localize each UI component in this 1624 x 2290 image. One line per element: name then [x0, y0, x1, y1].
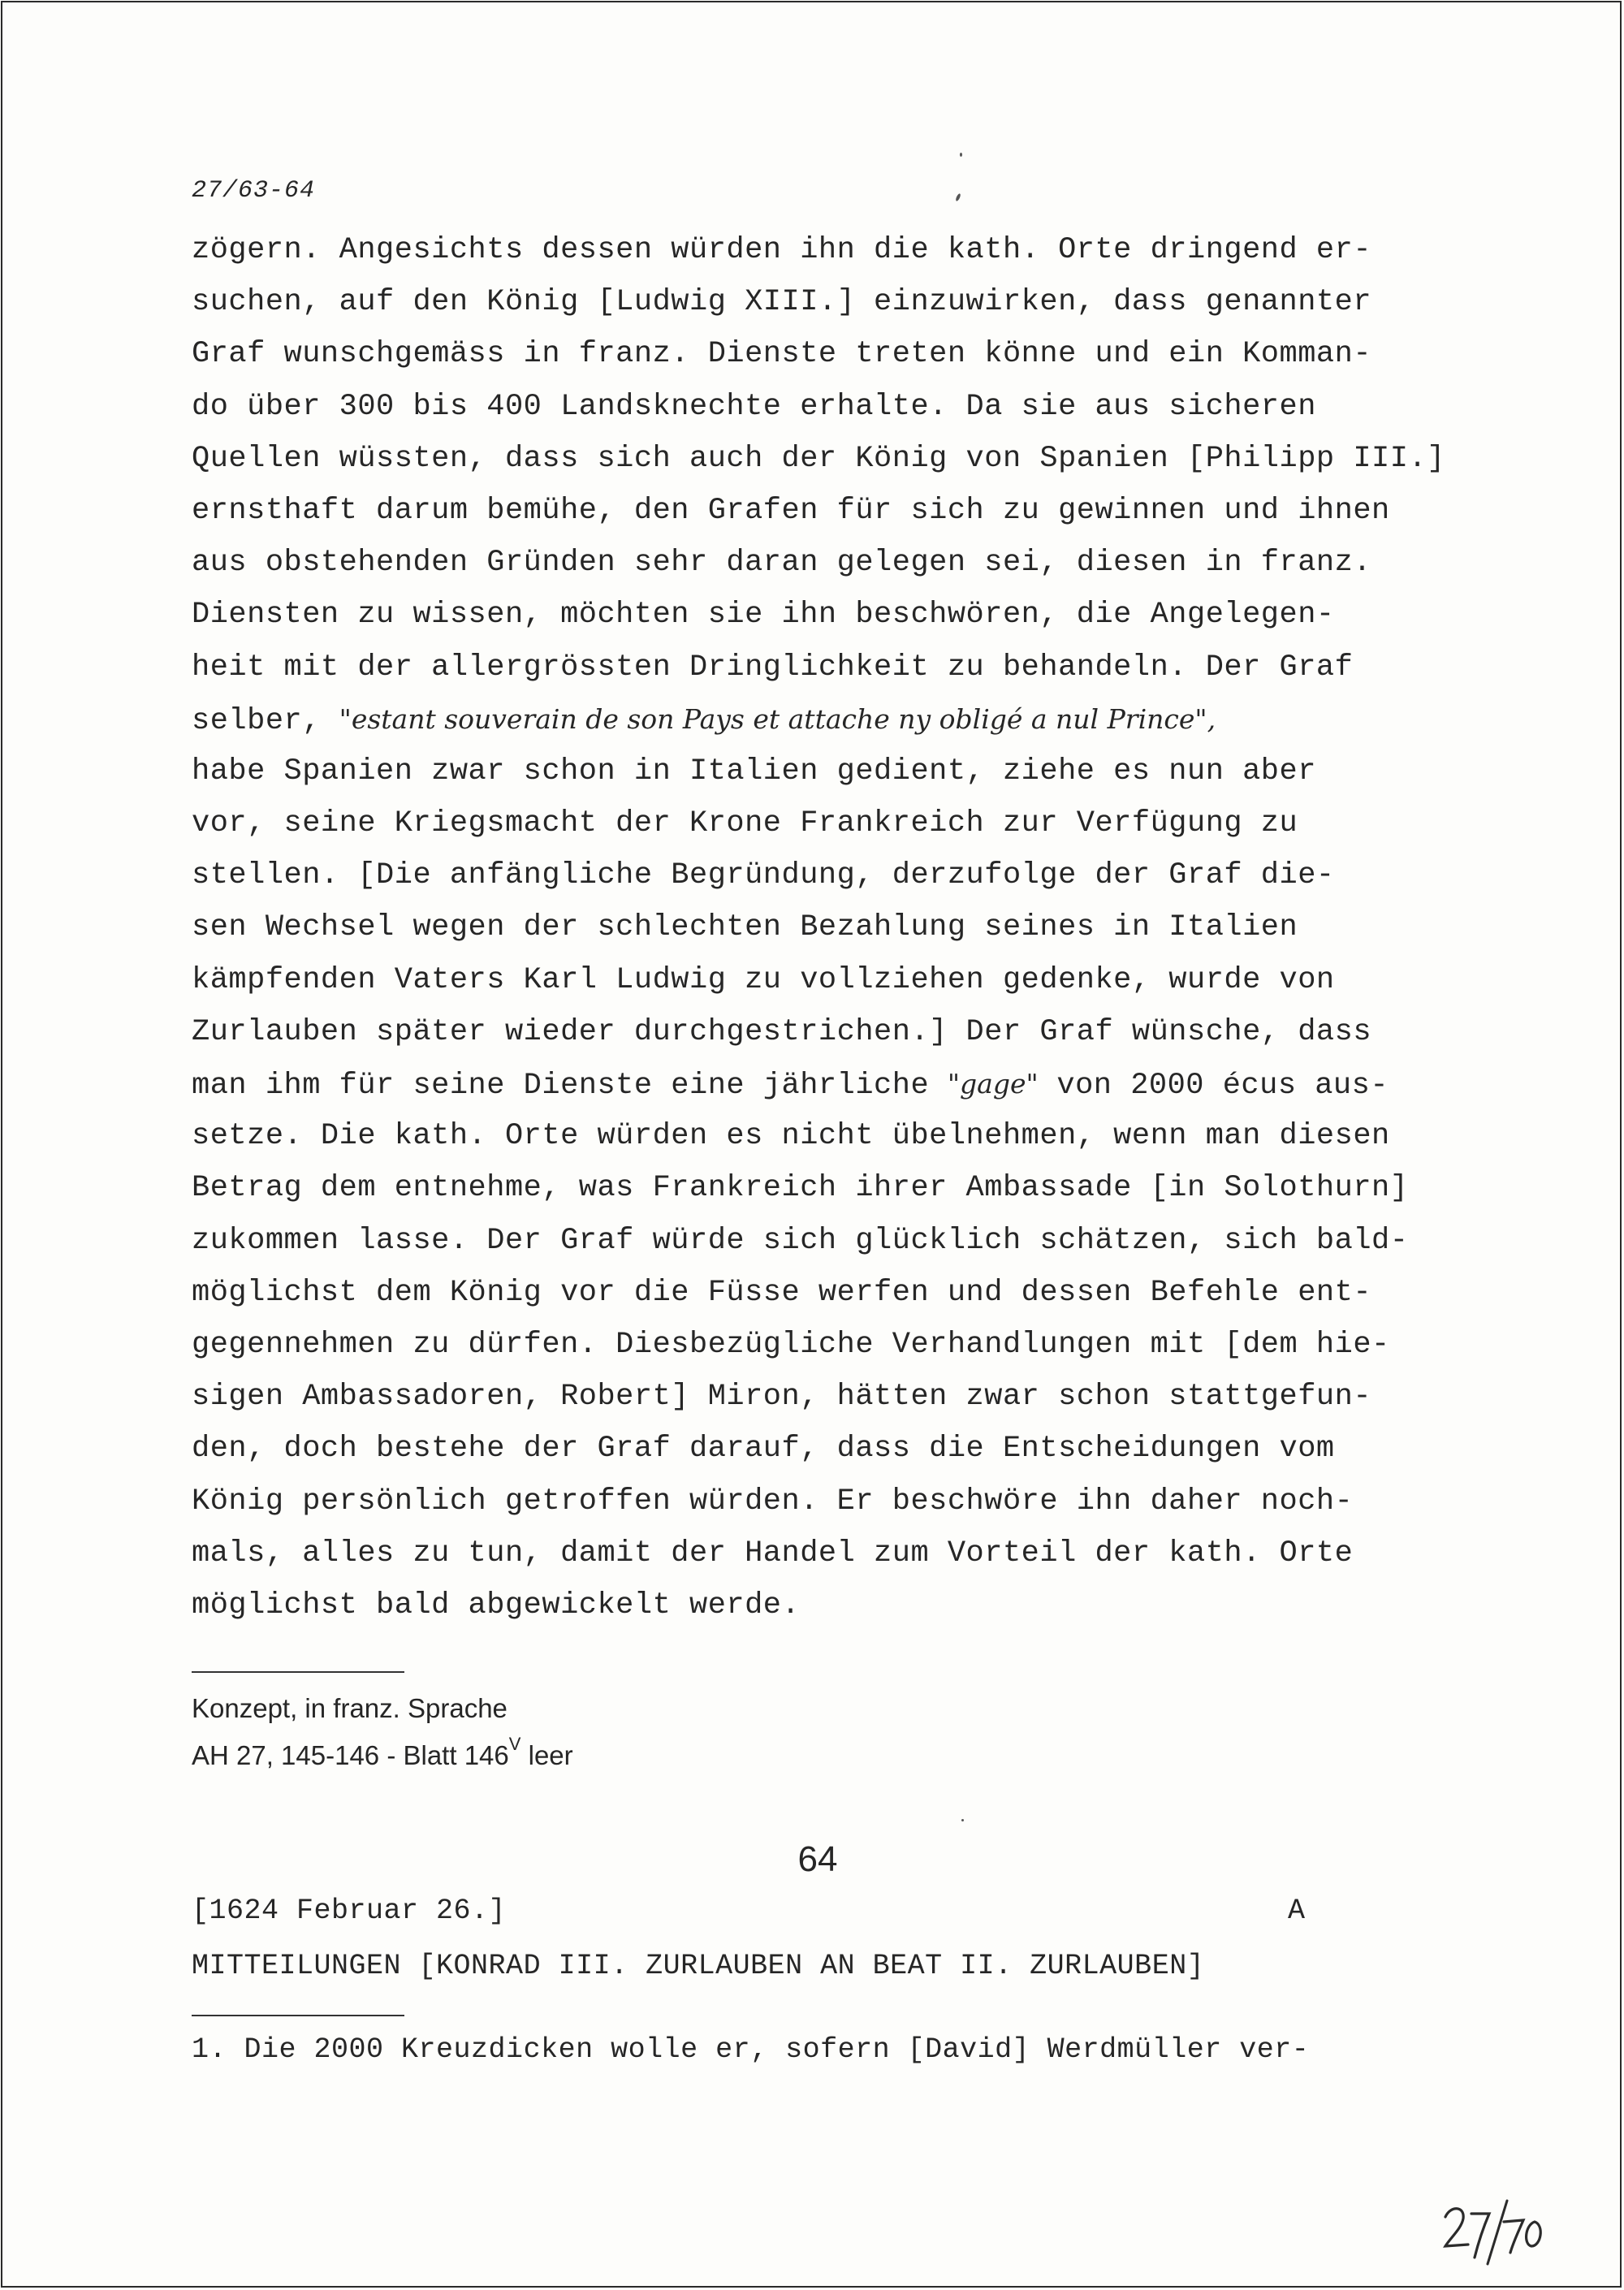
text-line: König persönlich getroffen würden. Er beschwöre ihn daher noch-: [192, 1484, 1354, 1519]
text-line: do über 300 bis 400 Landsknechte erhalte. Da sie aus sicheren: [192, 389, 1316, 424]
text-line: gegennehmen zu dürfen. Diesbezügliche Verhandlungen mit [dem hie-: [192, 1327, 1390, 1362]
text-line: aus obstehenden Gründen sehr daran gelegen sei, diesen in franz.: [192, 546, 1372, 581]
text-line: möglichst dem König vor die Füsse werfen und dessen Befehle ent-: [192, 1275, 1372, 1310]
text-line: den, doch bestehe der Graf darauf, dass die Entscheidungen vom: [192, 1432, 1335, 1467]
document-number: 64: [797, 1839, 838, 1879]
scan-speck: [961, 1819, 964, 1821]
text-line: sigen Ambassadoren, Robert] Miron, hätten zwar schon stattgefun-: [192, 1380, 1372, 1415]
source-notes: [192, 1691, 573, 1770]
text-line: habe Spanien zwar schon in Italien gedient, ziehe es nun aber: [192, 754, 1316, 789]
gage-line: [192, 1058, 1507, 1110]
note-status: leer: [520, 1740, 573, 1770]
text-line: mals, alles zu tun, damit der Handel zum Vorteil der kath. Orte: [192, 1536, 1354, 1571]
quote-line: [192, 693, 1507, 745]
text-line: Graf wunschgemäss in franz. Dienste treten könne und ein Komman-: [192, 337, 1372, 372]
text-line: Quellen wüssten, dass sich auch der König von Spanien [Philipp III.]: [192, 441, 1445, 476]
text-line: suchen, auf den König [Ludwig XIII.] einzuwirken, dass genannter: [192, 285, 1372, 320]
body-text: [192, 224, 1507, 1631]
text-line: Diensten zu wissen, möchten sie ihn beschwören, die Angelegen-: [192, 598, 1335, 633]
text-line: stellen. [Die anfängliche Begründung, derzufolge der Graf die-: [192, 858, 1335, 893]
handwritten-folio-number: [1439, 2193, 1553, 2266]
scan-speck: [960, 153, 962, 157]
text-line: kämpfenden Vaters Karl Ludwig zu vollziehen gedenke, wurde von: [192, 962, 1335, 997]
text-line: zögern. Angesichts dessen würden ihn die kath. Orte dringend er-: [192, 233, 1372, 267]
text-line: zukommen lasse. Der Graf würde sich glücklich schätzen, sich bald-: [192, 1223, 1409, 1258]
document-marker: A: [1288, 1895, 1306, 1927]
title-divider: [192, 2015, 404, 2016]
list-item: 1. Die 2000 Kreuzdicken wolle er, sofern [David] Werdmüller ver-: [192, 2033, 1310, 2066]
text-line: setze. Die kath. Orte würden es nicht übelnehmen, wenn man diesen: [192, 1119, 1390, 1154]
text-line: möglichst bald abgewickelt werde.: [192, 1588, 801, 1622]
document-date: [1624 Februar 26.]: [192, 1895, 507, 1927]
gage-lead: man ihm für seine Dienste eine jährliche: [192, 1069, 948, 1103]
document-title: MITTEILUNGEN [KONRAD III. ZURLAUBEN AN BEAT II. ZURLAUBEN]: [192, 1950, 1205, 1982]
note-source: AH 27, 145-146 - Blatt 146: [192, 1740, 509, 1770]
text-line: heit mit der allergrössten Dringlichkeit zu behandeln. Der Graf: [192, 650, 1354, 685]
verso-mark: V: [508, 1734, 521, 1754]
text-line: vor, seine Kriegsmacht der Krone Frankreich zur Verfügung zu: [192, 806, 1298, 841]
gage-tail: von 2000 écus aus-: [1038, 1069, 1389, 1103]
note-line: [192, 1726, 573, 1770]
text-line: ernsthaft darum bemühe, den Grafen für sich zu gewinnen und ihnen: [192, 493, 1390, 528]
text-line: Betrag dem entnehme, was Frankreich ihrer Ambassade [in Solothurn]: [192, 1171, 1409, 1206]
french-quote: "estant souverain de son Pays et attache ny obligé a nul Prince",: [339, 702, 1216, 735]
text-line: sen Wechsel wegen der schlechten Bezahlung seines in Italien: [192, 910, 1298, 945]
text-line: Zurlauben später wieder durchgestrichen.] Der Graf wünsche, dass: [192, 1014, 1372, 1049]
footnote-divider: [192, 1671, 404, 1673]
gage-quote: "gage": [947, 1068, 1039, 1100]
note-line: Konzept, in franz. Sprache: [192, 1693, 508, 1723]
quote-lead: selber,: [192, 703, 339, 738]
archive-reference: 27/63-64: [192, 177, 316, 205]
